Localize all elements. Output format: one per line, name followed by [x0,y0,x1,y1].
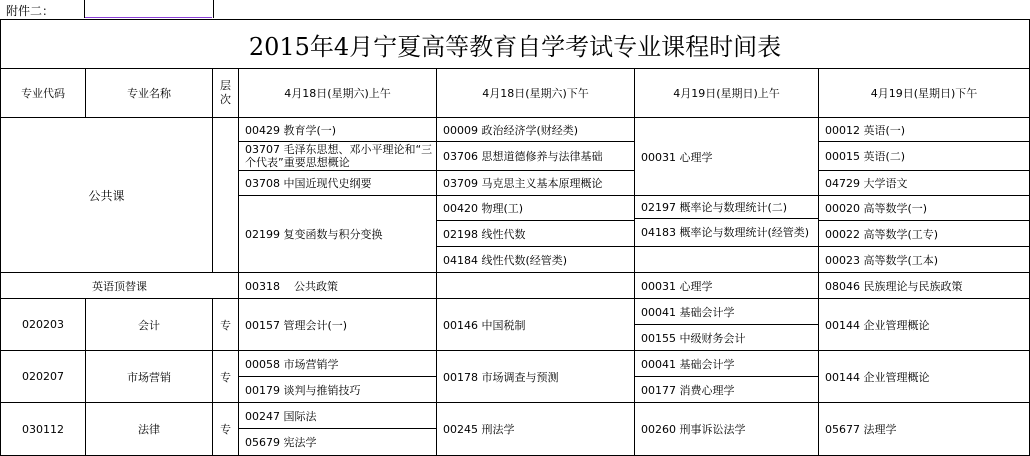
public-g1-sat-am-1: 00429 教育学(一) [238,117,437,142]
header-sat-pm: 4月18日(星期六)下午 [436,68,635,118]
public-g1-sun-pm-2: 00015 英语(二) [818,141,1030,171]
public-g2-sun-pm-2: 00022 高等数学(工专) [818,220,1030,247]
major-sun-am-1: 00041 基础会计学 [634,350,819,377]
major-sun-pm: 05677 法理学 [818,402,1030,456]
major-sun-am: 00260 刑事诉讼法学 [634,402,819,456]
header-sun-pm: 4月19日(星期日)下午 [818,68,1030,118]
english-sub-sat-pm [436,272,635,299]
page-title: 2015年4月宁夏高等教育自学考试专业课程时间表 [0,19,1030,69]
public-g2-sun-pm-3: 00023 高等数学(工本) [818,246,1030,273]
major-sat-pm: 00245 刑法学 [436,402,635,456]
major-sun-am-2: 00155 中级财务会计 [634,324,819,351]
major-name: 市场营销 [85,350,213,403]
public-g1-sun-am-1: 00031 心理学 [634,117,819,196]
major-sun-pm: 00144 企业管理概论 [818,298,1030,351]
public-g2-sun-am-3 [634,246,819,273]
header-code: 专业代码 [0,68,86,118]
public-g2-sun-am-1: 02197 概率论与数理统计(二) [634,195,819,219]
public-g1-sat-am-2: 03707 毛泽东思想、邓小平理论和“三个代表”重要思想概论 [238,141,437,171]
attachment-label: 附件二： [6,3,55,18]
header-name: 专业名称 [85,68,213,118]
public-g1-sat-am-3: 03708 中国近现代史纲要 [238,170,437,196]
major-level: 专 [212,298,239,351]
public-g2-sun-pm-1: 00020 高等数学(一) [818,195,1030,221]
public-g2-sun-am-2: 04183 概率论与数理统计(经管类) [634,218,819,247]
major-name: 会计 [85,298,213,351]
public-course-label: 公共课 [0,117,213,273]
major-code: 020207 [0,350,86,403]
public-g1-sun-pm-1: 00012 英语(一) [818,117,1030,142]
public-g1-sat-pm-2: 03706 思想道德修养与法律基础 [436,141,635,171]
header-sat-am: 4月18日(星期六)上午 [238,68,437,118]
header-level: 层次 [212,68,239,118]
top-cell-grid [84,0,214,18]
major-code: 030112 [0,402,86,456]
major-sat-am: 00157 管理会计(一) [238,298,437,351]
public-g2-sat-pm-1: 00420 物理(工) [436,195,635,221]
major-sun-pm: 00144 企业管理概论 [818,350,1030,403]
english-sub-label: 英语顶替课 [0,272,239,299]
major-sun-am-2: 00177 消费心理学 [634,376,819,403]
public-level-cell [212,117,239,273]
public-g2-sat-am-1: 02199 复变函数与积分变换 [238,195,437,273]
english-sub-sun-pm: 08046 民族理论与民族政策 [818,272,1030,299]
major-sat-am-1: 00247 国际法 [238,402,437,429]
major-sun-am-1: 00041 基础会计学 [634,298,819,325]
public-g1-sat-pm-1: 00009 政治经济学(财经类) [436,117,635,142]
public-g2-sat-pm-3: 04184 线性代数(经管类) [436,246,635,273]
major-code: 020203 [0,298,86,351]
major-sat-am-2: 00179 谈判与推销技巧 [238,376,437,403]
public-g1-sat-pm-3: 03709 马克思主义基本原理概论 [436,170,635,196]
header-sun-am: 4月19日(星期日)上午 [634,68,819,118]
major-sat-pm: 00178 市场调查与预测 [436,350,635,403]
major-name: 法律 [85,402,213,456]
major-sat-am-2: 05679 宪法学 [238,428,437,456]
english-sub-sat-am: 00318 公共政策 [238,272,437,299]
public-g2-sat-pm-2: 02198 线性代数 [436,220,635,247]
major-sat-am-1: 00058 市场营销学 [238,350,437,377]
public-g1-sun-pm-3: 04729 大学语文 [818,170,1030,196]
major-sat-pm: 00146 中国税制 [436,298,635,351]
major-level: 专 [212,350,239,403]
english-sub-sun-am: 00031 心理学 [634,272,819,299]
major-level: 专 [212,402,239,456]
